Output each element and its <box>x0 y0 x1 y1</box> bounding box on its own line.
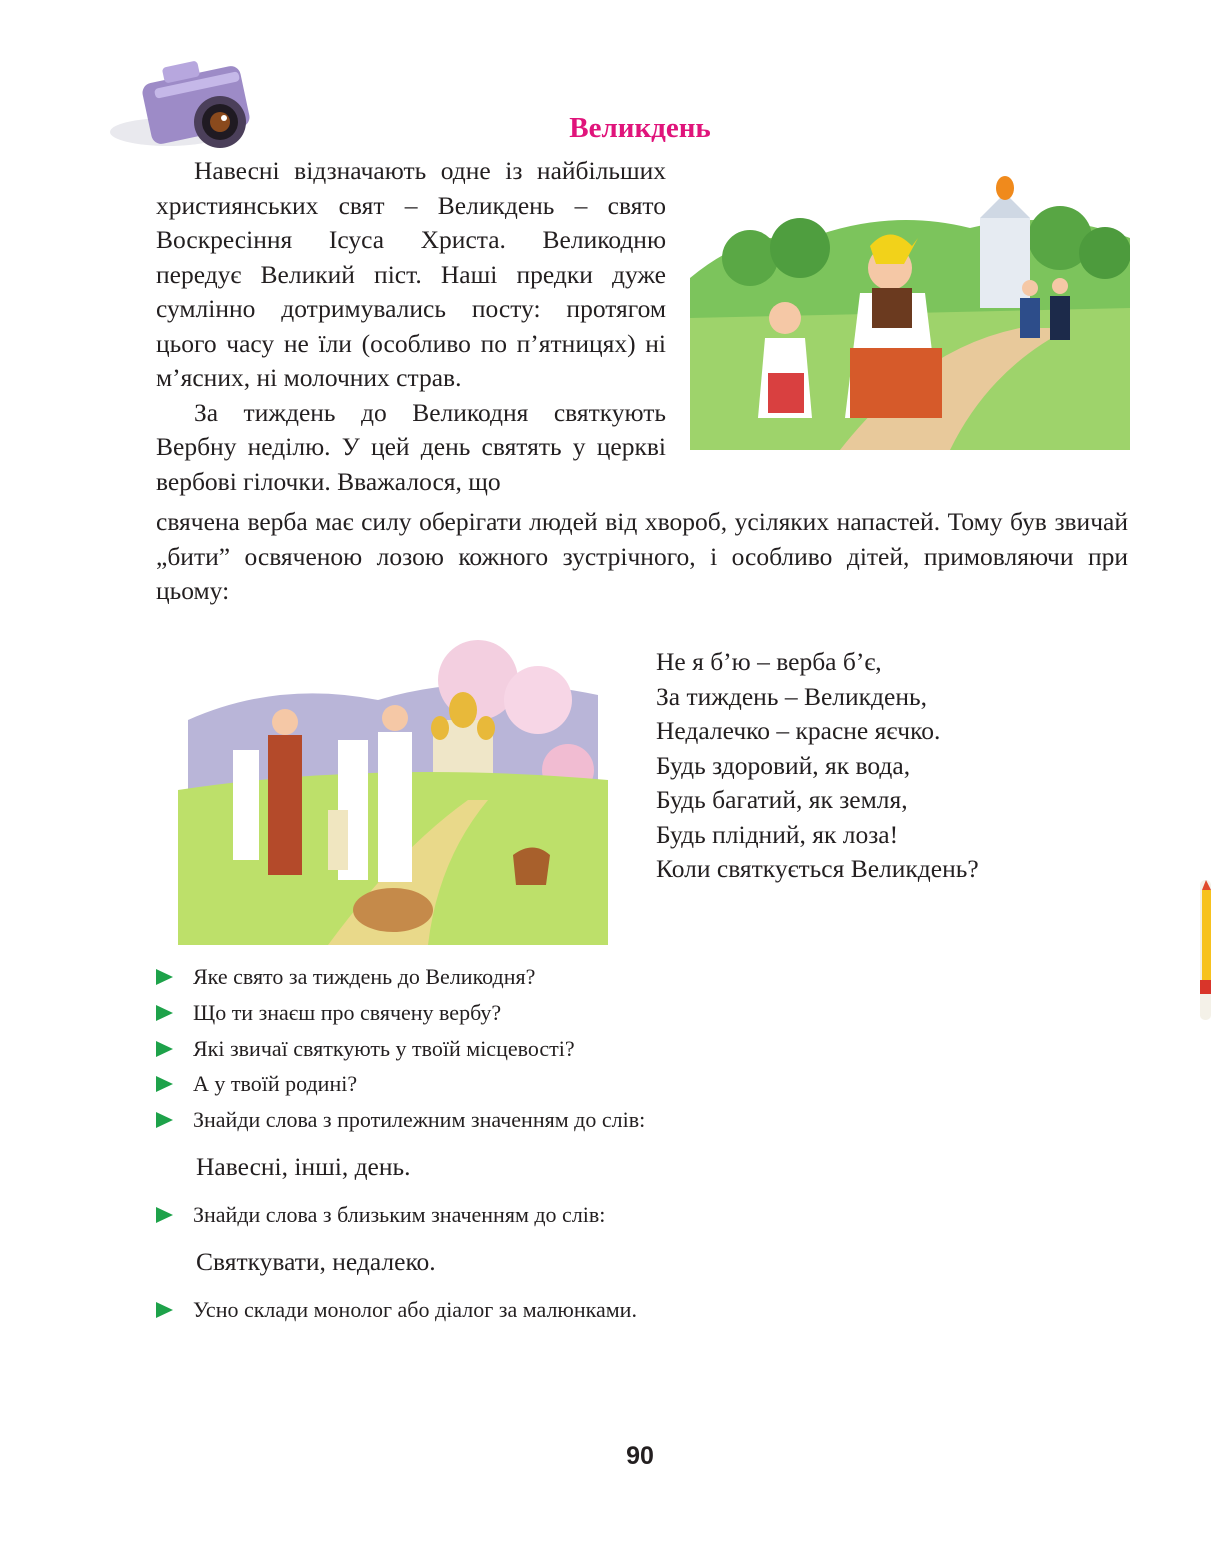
question-text: Усно склади монолог або діалог за малюнками. <box>193 1297 637 1322</box>
question-item <box>156 1297 637 1323</box>
triangle-bullet-icon <box>156 1302 173 1318</box>
triangle-bullet-icon <box>156 969 173 985</box>
poem-line: Недалечко – красне яєчко. <box>656 716 941 745</box>
question-item <box>156 1000 501 1026</box>
intro-text <box>156 154 666 499</box>
question-item <box>156 1036 575 1062</box>
triangle-bullet-icon <box>156 1076 173 1092</box>
page-title: Великдень <box>569 112 711 144</box>
question-text: Яке свято за тиждень до Великодня? <box>193 964 536 989</box>
question-text: Які звичаї святкують у твоїй місцевості? <box>193 1036 575 1061</box>
question-text: Що ти знаєш про свячену вербу? <box>193 1000 502 1025</box>
camera-icon <box>108 52 258 152</box>
page-number: 90 <box>626 1442 654 1470</box>
poem <box>656 645 979 887</box>
question-item <box>156 1202 605 1228</box>
poem-line: Будь здоровий, як вода, <box>656 750 911 780</box>
poem-line: Будь плідний, як лоза! <box>656 819 899 849</box>
answer-words: Святкувати, недалеко. <box>196 1247 436 1276</box>
answer-words: Навесні, інші, день. <box>196 1152 411 1181</box>
question-item <box>156 1071 357 1097</box>
poem-line: Будь багатий, як земля, <box>656 785 908 814</box>
triangle-bullet-icon <box>156 1207 173 1223</box>
body-paragraph: свячена верба має силу оберігати людей від хвороб, усіляких напастей. Тому був звичай „бити” освяченою лозою кожного зустрічного, і особливо дітей, примовляючи при цьому: <box>156 507 1128 605</box>
intro-paragraph: За тиждень до Великодня святкують Вербну неділю. У цей день святять у церкві вербові гілочки. Вважалося, що <box>156 397 666 496</box>
poem-line: Коли святкується Великдень? <box>656 854 979 883</box>
triangle-bullet-icon <box>156 1041 173 1057</box>
pencil-icon <box>1196 880 1211 1020</box>
triangle-bullet-icon <box>156 1005 173 1021</box>
intro-paragraph: Навесні відзначають одне із найбільших християнських свят – Великдень – свято Воскресіння Ісуса Христа. Великодню передує Великий піст. Наші предки дуже сумлінно дотримувались посту: протягом цього часу не їли (особливо по п’ятницях) ні м’ясних, ні молочних страв. <box>156 156 666 392</box>
question-text: Знайди слова з протилежним значенням до слів: <box>193 1107 646 1132</box>
question-text: Знайди слова з близьким значенням до слів: <box>193 1202 606 1227</box>
question-text: А у твоїй родині? <box>193 1071 358 1096</box>
question-item <box>156 1107 645 1133</box>
question-item <box>156 964 535 990</box>
easter-crowd-illustration <box>178 640 608 945</box>
poem-line: За тиждень – Великдень, <box>656 681 927 711</box>
palm-sunday-illustration <box>690 168 1130 450</box>
triangle-bullet-icon <box>156 1112 173 1128</box>
poem-line: Не я б’ю – верба б’є, <box>656 647 882 676</box>
